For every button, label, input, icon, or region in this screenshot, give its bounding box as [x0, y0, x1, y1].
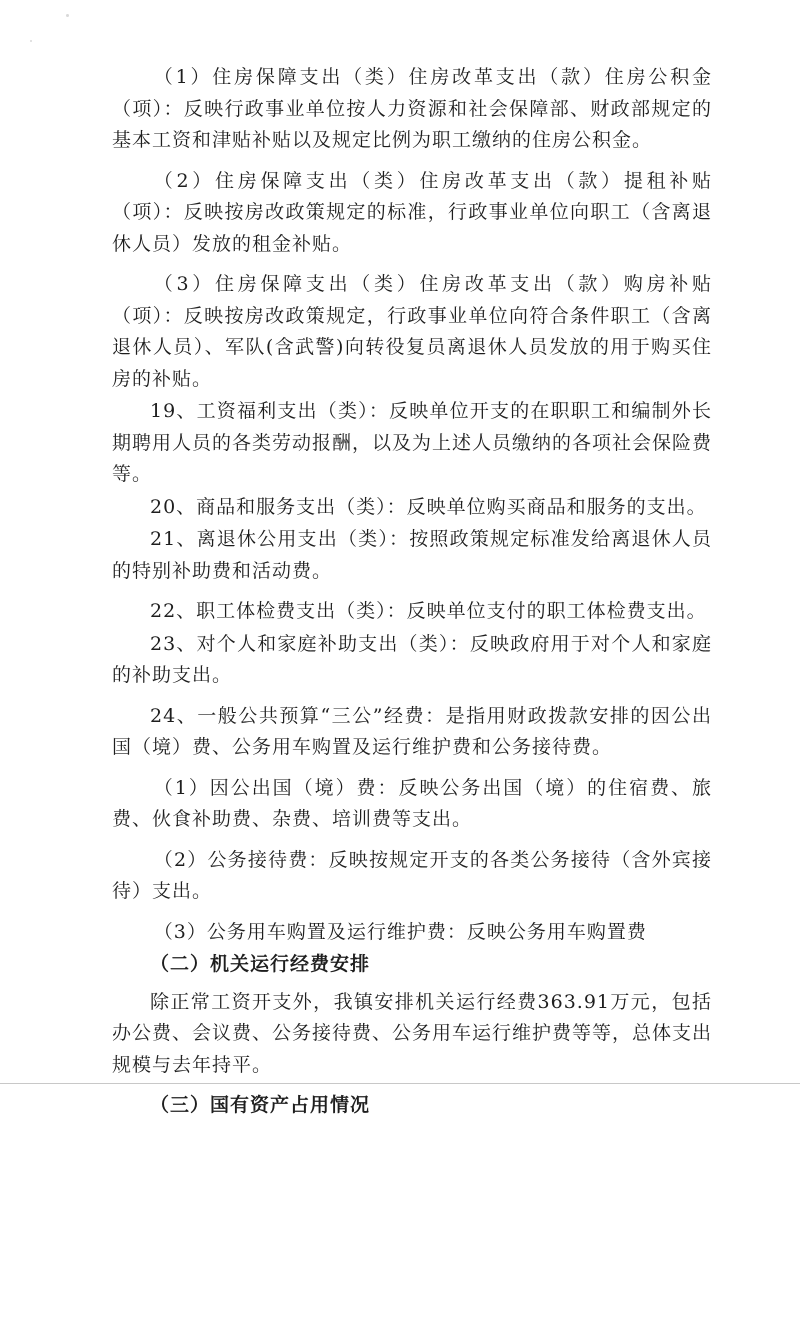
paragraph-item-22: 22、职工体检费支出（类）：反映单位支付的职工体检费支出。: [150, 600, 707, 622]
document-page: [112, 62, 712, 1128]
page-divider: [0, 1083, 800, 1084]
paragraph-vehicle-fee: （3）公务用车购置及运行维护费：反映公务用车购置费: [153, 920, 647, 943]
paragraph-item-24: 24、一般公共预算“三公”经费：是指用财政拨款安排的因公出国（境）费、公务用车购置及运行维护费和公务接待费。: [112, 704, 712, 758]
scan-speck: [66, 14, 69, 17]
paragraph-housing-fund: （1）住房保障支出（类）住房改革支出（款）住房公积金（项）：反映行政事业单位按人力资源和社会保障部、财政部规定的基本工资和津贴补贴以及规定比例为职工缴纳的住房公积金。: [112, 66, 712, 151]
section-heading-state-assets: （三）国有资产占用情况: [150, 1094, 371, 1116]
paragraph-abroad-fee: （1）因公出国（境）费：反映公务出国（境）的住宿费、旅费、伙食补助费、杂费、培训费等支出。: [112, 776, 712, 830]
paragraph-operating-funds: 除正常工资开支外，我镇安排机关运行经费363.91万元，包括办公费、会议费、公务接待费、公务用车运行维护费等等，总体支出规模与去年持平。: [112, 990, 713, 1076]
paragraph-purchase-subsidy: （3）住房保障支出（类）住房改革支出（款）购房补贴（项）：反映按房改政策规定，行政事业单位向符合条件职工（含离退休人员）、军队(含武警)向转役复员离退休人员发放的用于购买住房的补贴。: [112, 273, 712, 390]
paragraph-item-19: 19、工资福利支出（类）：反映单位开支的在职职工和编制外长期聘用人员的各类劳动报酬，以及为上述人员缴纳的各项社会保险费等。: [112, 400, 713, 485]
paragraph-item-20: 20、商品和服务支出（类）：反映单位购买商品和服务的支出。: [150, 495, 707, 518]
paragraph-rent-subsidy: （2）住房保障支出（类）住房改革支出（款）提租补贴（项）：反映按房改政策规定的标准，行政事业单位向职工（含离退休人员）发放的租金补贴。: [112, 169, 712, 255]
section-heading-operating-funds: （二）机关运行经费安排: [150, 953, 371, 975]
paragraph-reception-fee: （2）公务接待费：反映按规定开支的各类公务接待（含外宾接待）支出。: [112, 848, 712, 902]
paragraph-item-21: 21、离退休公用支出（类）：按照政策规定标准发给离退休人员的特别补助费和活动费。: [112, 528, 712, 582]
paragraph-item-23: 23、对个人和家庭补助支出（类）：反映政府用于对个人和家庭的补助支出。: [112, 632, 712, 686]
scan-speck: [30, 40, 32, 42]
